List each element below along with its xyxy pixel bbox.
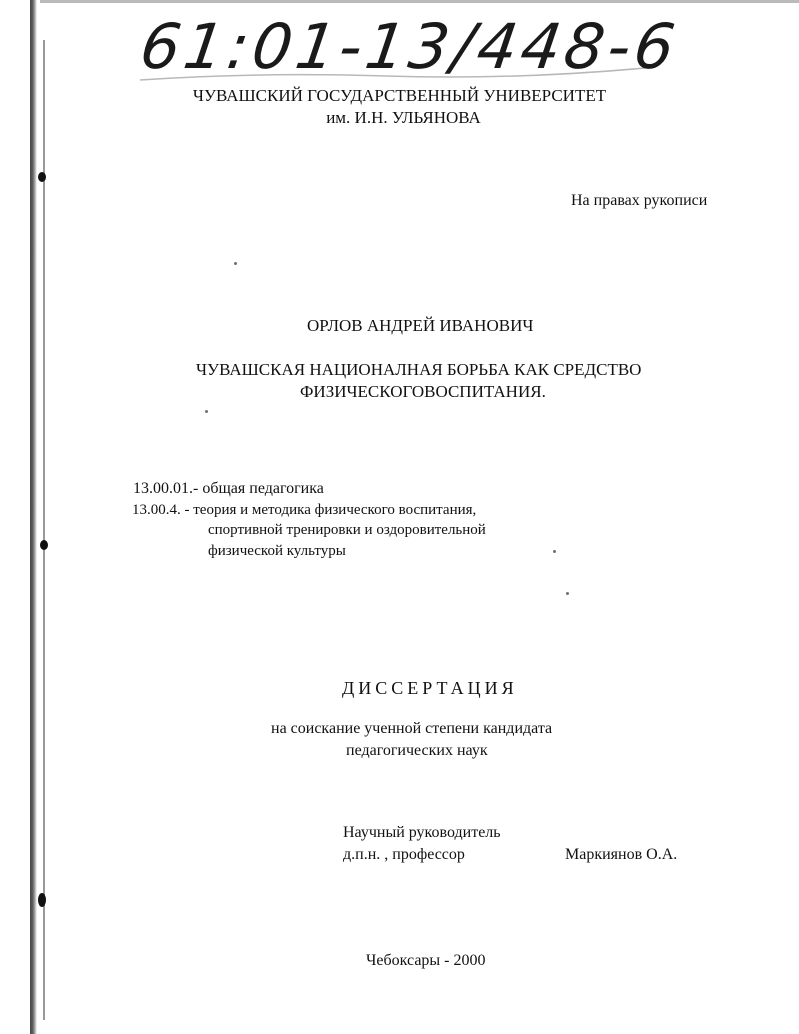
- scan-binding-edge: [30, 0, 37, 1034]
- document-type: ДИССЕРТАЦИЯ: [342, 678, 518, 698]
- scan-top-edge: [40, 0, 799, 3]
- specialty-line-1: 13.00.01.- общая педагогика: [133, 480, 324, 497]
- dissertation-title-line-1: ЧУВАШСКАЯ НАЦИОНАЛНАЯ БОРЬБА КАК СРЕДСТВО: [196, 360, 642, 379]
- manuscript-rights-note: На правах рукописи: [571, 192, 708, 209]
- specialty-line-3: спортивной тренировки и оздоровительной: [208, 522, 486, 538]
- university-name: ЧУВАШСКИЙ ГОСУДАРСТВЕННЫЙ УНИВЕРСИТЕТ: [192, 86, 607, 105]
- specialty-line-2: 13.00.4. - теория и методика физического воспитания,: [132, 502, 477, 518]
- scan-speck: [566, 592, 569, 595]
- archive-number-underline: [135, 10, 655, 90]
- archive-number-text: 61:01-13/448-6: [135, 10, 684, 83]
- scan-speck: [205, 410, 208, 413]
- scan-blot: [40, 540, 48, 550]
- dissertation-title-line-2: ФИЗИЧЕСКОГОВОСПИТАНИЯ.: [300, 382, 546, 401]
- scan-speck: [553, 550, 556, 553]
- supervisor-label: Научный руководитель: [343, 824, 501, 841]
- scan-blot: [38, 172, 46, 182]
- degree-line-2: педагогических наук: [346, 742, 488, 759]
- author-name: ОРЛОВ АНДРЕЙ ИВАНОВИЧ: [307, 316, 534, 335]
- scan-binding-line: [43, 40, 45, 1020]
- scan-speck: [234, 262, 237, 265]
- degree-line-1: на соискание ученной степени кандидата: [271, 720, 553, 737]
- handwritten-archive-number: [135, 10, 684, 90]
- university-named-after: им. И.Н. УЛЬЯНОВА: [326, 108, 481, 127]
- specialty-line-4: физической культуры: [208, 543, 346, 559]
- supervisor-name: Маркиянов О.А.: [565, 846, 678, 863]
- scan-blot: [38, 893, 46, 907]
- supervisor-rank: д.п.н. , профессор: [343, 846, 465, 863]
- place-and-year: Чебоксары - 2000: [366, 952, 486, 969]
